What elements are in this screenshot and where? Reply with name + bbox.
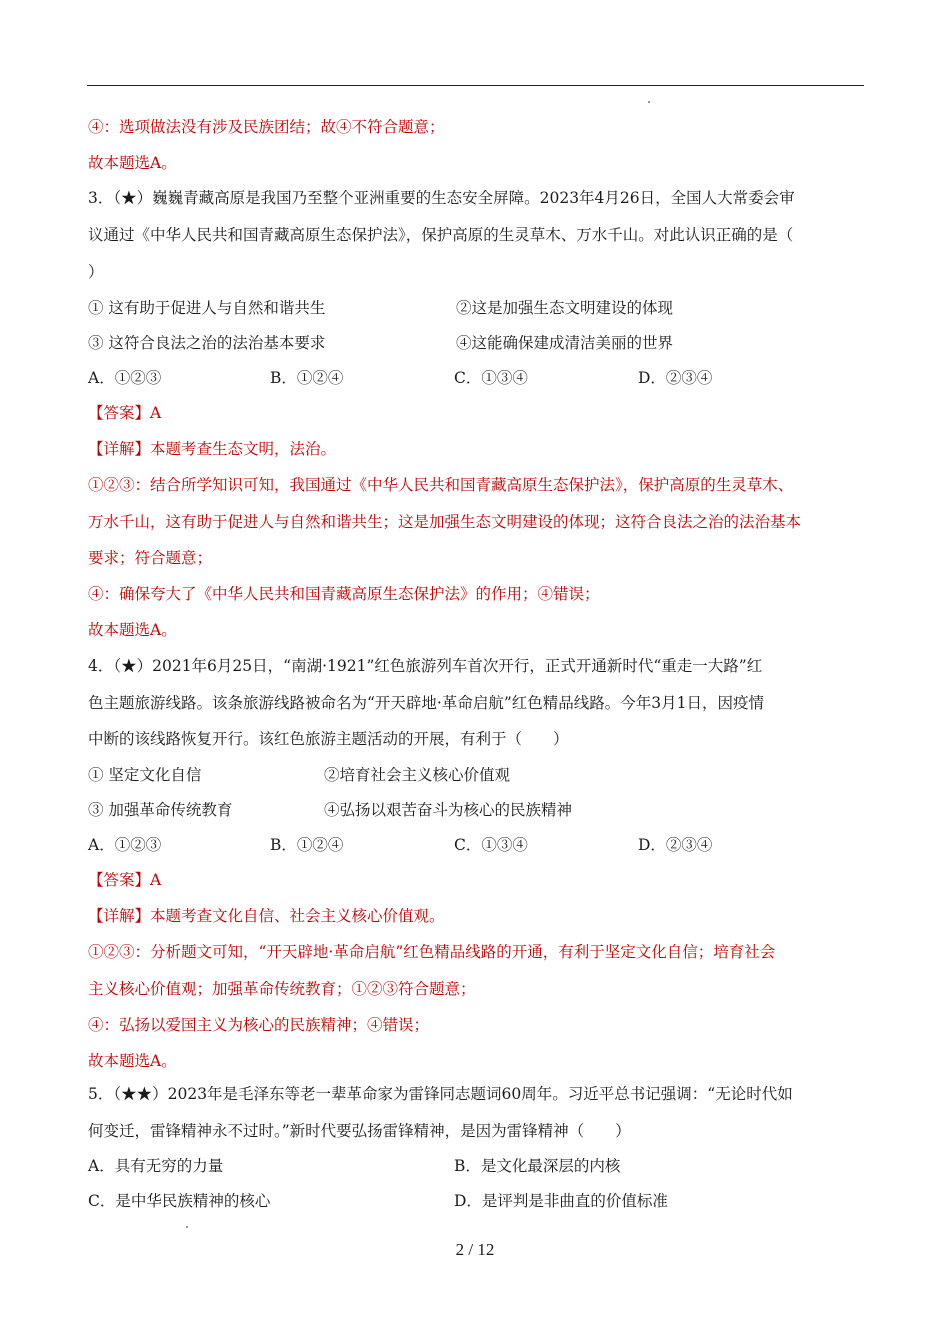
q5-choice-c: C．是中华民族精神的核心 [88,1192,271,1210]
q5-choice-a: A．具有无穷的力量 [88,1157,224,1175]
q4-explain-3: 主义核心价值观；加强革命传统教育；①②③符合题意； [88,980,476,998]
q4-statement-2: ②培育社会主义核心价值观 [324,766,511,784]
q4-explain-1: 【详解】本题考查文化自信、社会主义核心价值观。 [88,907,445,925]
q3-choice-c: C．①③④ [454,369,528,387]
q4-choice-c: C．①③④ [454,836,528,854]
q3-explain-5: ④：确保夸大了《中华人民共和国青藏高原生态保护法》的作用；④错误； [88,585,600,603]
q4-stem-line-2: 色主题旅游线路。该条旅游线路被命名为“开天辟地·革命启航”红色精品线路。今年3月1日，因疫情 [88,694,765,712]
q3-statement-3: ③ 这符合良法之治的法治基本要求 [88,334,326,352]
prev-explain-line: ④：选项做法没有涉及民族团结；故④不符合题意； [88,118,445,136]
q3-choice-b: B．①②④ [270,369,344,387]
prev-conclusion: 故本题选A。 [88,154,177,172]
q4-explain-2: ①②③：分析题文可知，“开天辟地·革命启航”红色精品线路的开通，有利于坚定文化自信；培育社会 [88,943,776,961]
q3-statement-4: ④这能确保建成清洁美丽的世界 [456,334,674,352]
q4-choice-a: A．①②③ [88,836,162,854]
page-number: 2 / 12 [455,1240,495,1259]
q3-explain-2: ①②③：结合所学知识可知，我国通过《中华人民共和国青藏高原生态保护法》，保护高原的生灵草木、 [88,476,794,494]
q4-answer: 【答案】A [88,871,162,889]
q3-statement-1: ① 这有助于促进人与自然和谐共生 [88,299,326,317]
q4-statement-1: ① 坚定文化自信 [88,766,202,784]
header-rule [87,85,864,86]
q3-explain-4: 要求；符合题意； [88,549,213,567]
q3-conclusion: 故本题选A。 [88,621,177,639]
q4-choice-b: B．①②④ [270,836,344,854]
q4-statement-4: ④弘扬以艰苦奋斗为核心的民族精神 [324,801,573,819]
q4-stem-line-3: 中断的该线路恢复开行。该红色旅游主题活动的开展，有利于（ ） [88,730,569,748]
q3-stem-line-3: ） [88,263,104,281]
q3-answer: 【答案】A [88,404,162,422]
q3-explain-1: 【详解】本题考查生态文明，法治。 [88,440,337,458]
q3-statement-2: ②这是加强生态文明建设的体现 [456,299,674,317]
speck [648,101,650,103]
speck [186,1226,188,1228]
q5-stem-line-2: 何变迁，雷锋精神永不过时。”新时代要弘扬雷锋精神，是因为雷锋精神（ ） [88,1122,631,1140]
q3-choice-d: D．②③④ [638,369,713,387]
q4-choice-d: D．②③④ [638,836,713,854]
q4-statement-3: ③ 加强革命传统教育 [88,801,233,819]
q3-stem-line-2: 议通过《中华人民共和国青藏高原生态保护法》，保护高原的生灵草木、万水千山。对此认识正确的是（ [88,226,794,244]
q4-explain-4: ④：弘扬以爱国主义为核心的民族精神；④错误； [88,1016,430,1034]
q5-choice-d: D．是评判是非曲直的价值标准 [454,1192,668,1210]
q4-conclusion: 故本题选A。 [88,1052,177,1070]
q3-choice-a: A．①②③ [88,369,162,387]
q5-stem-line-1: 5．（★★）2023年是毛泽东等老一辈革命家为雷锋同志题词60周年。习近平总书记强调：“无论时代如 [88,1085,793,1103]
q4-stem-line-1: 4．（★）2021年6月25日，“南湖·1921”红色旅游列车首次开行，正式开通新时代“重走一大路”红 [88,657,763,675]
q3-stem-line-1: 3．（★）巍巍青藏高原是我国乃至整个亚洲重要的生态安全屏障。2023年4月26日，全国人大常委会审 [88,189,795,207]
q5-choice-b: B．是文化最深层的内核 [454,1157,621,1175]
q3-explain-3: 万水千山，这有助于促进人与自然和谐共生；这是加强生态文明建设的体现；这符合良法之治的法治基本 [88,513,802,531]
